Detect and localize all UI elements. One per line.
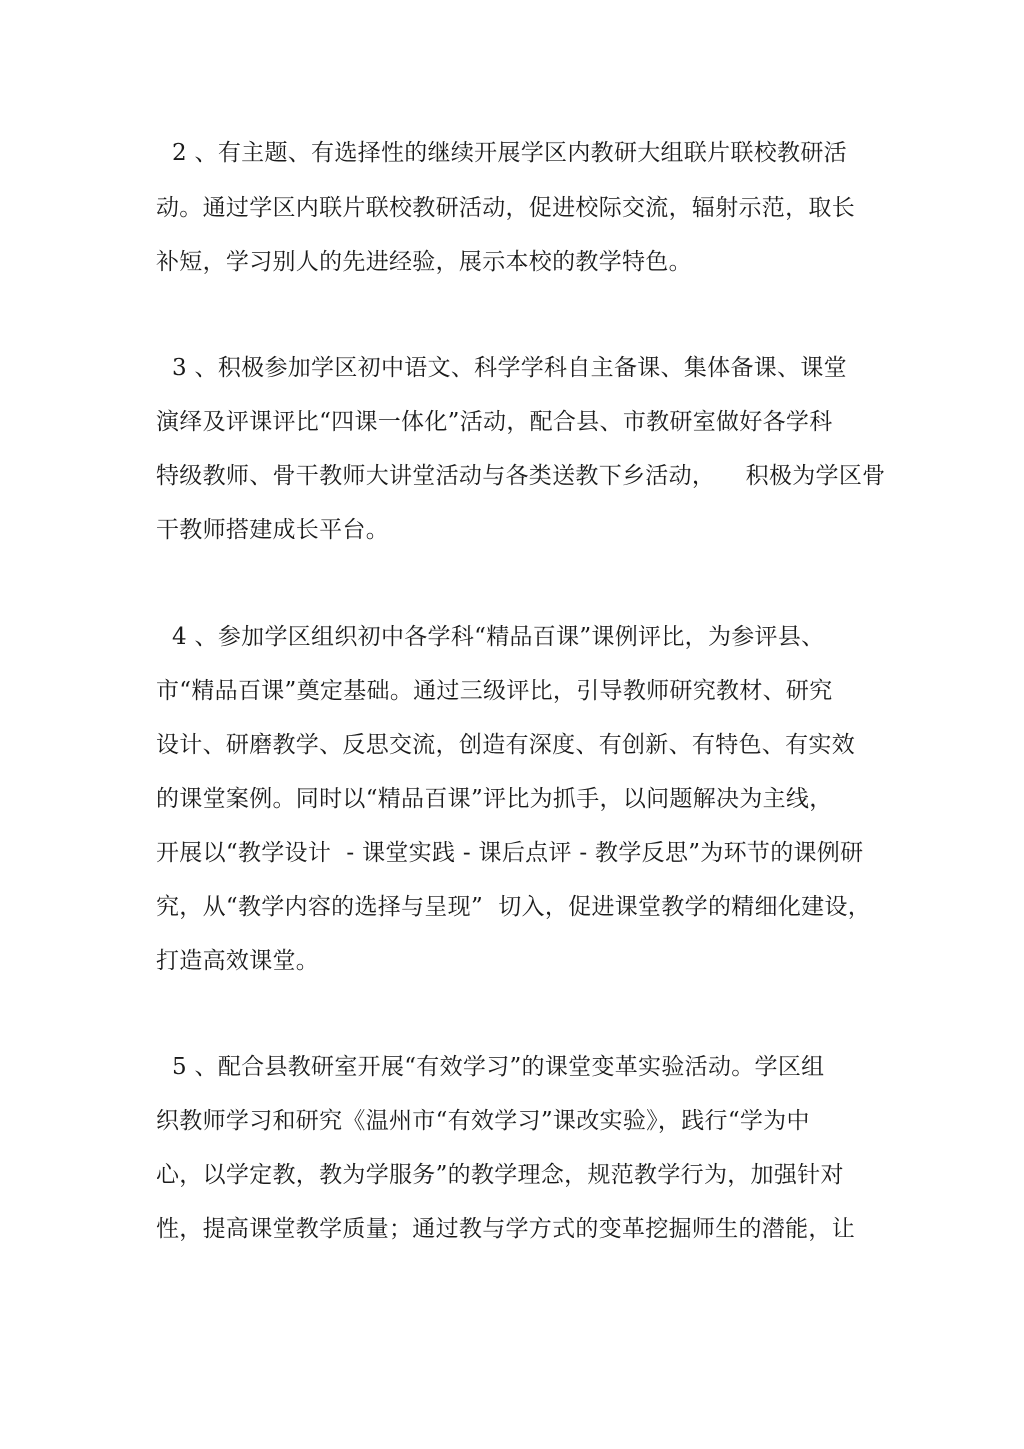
paragraph-line: 动。通过学区内联片联校教研活动，促进校际交流，辐射示范，取长 [156, 195, 855, 221]
paragraph-line: 5 、配合县教研室开展“有效学习”的课堂变革实验活动。学区组 [172, 1054, 825, 1080]
paragraph-line: 织教师学习和研究《温州市“有效学习”课改实验》，践行“学为中 [156, 1108, 810, 1134]
paragraph-line: 打造高效课堂。 [156, 948, 320, 974]
paragraph-line: 2 、有主题、有选择性的继续开展学区内教研大组联片联校教研活 [172, 140, 847, 166]
paragraph-line: 4 、参加学区组织初中各学科“精品百课”课例评比，为参评县、 [172, 624, 825, 650]
paragraph-line: 性，提高课堂教学质量；通过教与学方式的变革挖掘师生的潜能，让 [156, 1216, 855, 1242]
paragraph-line: 设计、研磨教学、反思交流，创造有深度、有创新、有特色、有实效 [156, 732, 855, 758]
paragraph-line: 特级教师、骨干教师大讲堂活动与各类送教下乡活动， 积极为学区骨 [156, 463, 886, 489]
paragraph-line: 干教师搭建成长平台。 [156, 517, 389, 543]
paragraph-line: 的课堂案例。同时以“精品百课”评比为抓手，以问题解决为主线， [156, 786, 833, 812]
paragraph-line: 补短，学习别人的先进经验，展示本校的教学特色。 [156, 249, 692, 275]
paragraph-line: 心，以学定教，教为学服务”的教学理念，规范教学行为，加强针对 [156, 1162, 844, 1188]
paragraph-line: 开展以“教学设计 - 课堂实践 - 课后点评 - 教学反思”为环节的课例研 [156, 840, 864, 866]
paragraph-line: 演绎及评课评比“四课一体化”活动，配合县、市教研室做好各学科 [156, 409, 833, 435]
paragraph-line: 究，从“教学内容的选择与呈现” 切入，促进课堂教学的精细化建设， [156, 894, 872, 920]
paragraph-line: 市“精品百课”奠定基础。通过三级评比，引导教师研究教材、研究 [156, 678, 833, 704]
paragraph-line: 3 、积极参加学区初中语文、科学学科自主备课、集体备课、课堂 [172, 355, 847, 381]
